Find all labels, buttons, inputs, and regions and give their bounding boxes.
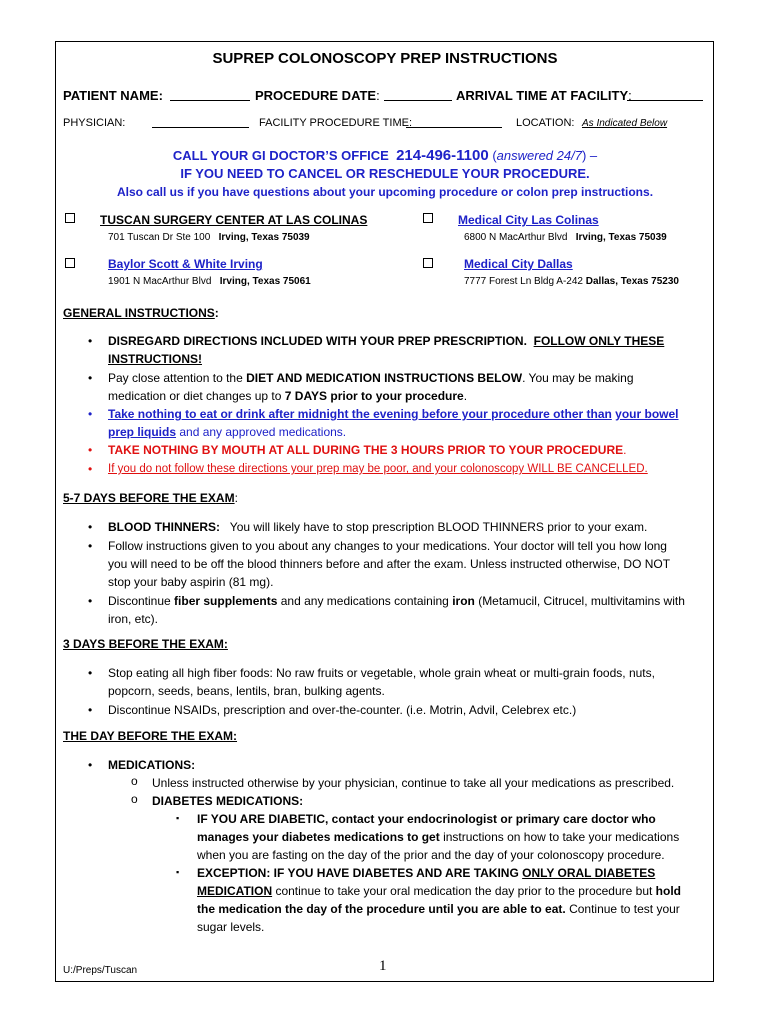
location-name-baylor: Baylor Scott & White Irving (108, 257, 263, 271)
diabetes-medications-heading: DIABETES MEDICATIONS: (152, 794, 304, 808)
day-before-heading: THE DAY BEFORE THE EXAM: (63, 729, 238, 743)
circle-bullet-icon: o (131, 774, 138, 788)
footer-path: U:/Preps/Tuscan (63, 965, 138, 976)
location-checkbox-tuscan[interactable] (65, 213, 75, 223)
bullet-icon: • (88, 407, 93, 421)
location-name-mc-las-colinas: Medical City Las Colinas (458, 213, 599, 227)
general-instructions-heading: GENERAL INSTRUCTIONS: (63, 306, 219, 320)
location-name-tuscan: TUSCAN SURGERY CENTER AT LAS COLINAS (100, 213, 368, 227)
bullet-icon: • (88, 758, 93, 772)
location-checkbox-mc-dallas[interactable] (423, 258, 433, 268)
bullet-icon: • (88, 594, 93, 608)
square-bullet-icon: ▪ (176, 813, 180, 823)
days-5-7-heading: 5-7 DAYS BEFORE THE EXAM: (63, 491, 238, 505)
bullet-icon: • (88, 443, 93, 457)
general-item-4: TAKE NOTHING BY MOUTH AT ALL DURING THE 3 HOURS PRIOR TO YOUR PROCEDURE. (108, 443, 627, 457)
location-label: LOCATION: (516, 117, 575, 129)
bullet-icon: • (88, 462, 93, 476)
patient-name-field[interactable] (170, 100, 250, 101)
days-3-item-2: Discontinue NSAIDs, prescription and over-the-counter. (i.e. Motrin, Advil, Celebrex etc.) (108, 703, 577, 717)
diabetes-item-2: EXCEPTION: IF YOU HAVE DIABETES AND ARE TAKING ONLY ORAL DIABETES MEDICATION continue to take your oral medication the day prior to the procedure but hold the medication the day of the procedure until you are able to eat. Continue to test your sugar levels. (197, 866, 681, 934)
procedure-date-field[interactable] (384, 100, 452, 101)
diabetes-item-1: IF YOU ARE DIABETIC, contact your endocrinologist or primary care doctor who manages your diabetes medications to get instructions on how to take your medications when you are fasting on the day of the prior and the day of your colonoscopy procedure. (197, 812, 680, 862)
location-address-baylor: 1901 N MacArthur Blvd Irving, Texas 75061 (108, 276, 311, 287)
location-address-tuscan: 701 Tuscan Dr Ste 100 Irving, Texas 75039 (108, 232, 310, 243)
days-3-heading: 3 DAYS BEFORE THE EXAM: (63, 637, 228, 651)
bullet-icon: • (88, 334, 93, 348)
location-value: As Indicated Below (582, 118, 668, 129)
square-bullet-icon: ▪ (176, 867, 180, 877)
bullet-icon: • (88, 666, 93, 680)
location-name-mc-dallas: Medical City Dallas (464, 257, 573, 271)
bullet-icon: • (88, 371, 93, 385)
location-checkbox-baylor[interactable] (65, 258, 75, 268)
page-title: SUPREP COLONOSCOPY PREP INSTRUCTIONS (212, 50, 558, 67)
call-line-1: CALL YOUR GI DOCTOR’S OFFICE 214-496-1100 (answered 24/7) – (172, 147, 598, 164)
physician-label: PHYSICIAN: (63, 117, 126, 129)
arrival-time-field[interactable] (627, 100, 703, 101)
medications-item-1: Unless instructed otherwise by your physician, continue to take all your medications as prescribed. (152, 776, 675, 790)
general-item-3: Take nothing to eat or drink after midnight the evening before your procedure other than your bowel prep liquids and any approved medications. (108, 407, 679, 439)
days-5-7-item-2: Follow instructions given to you about any changes to your medications. Your doctor will tell you how long you will need to be off the blood thinners before and after the exam. Unless instructed otherwise, DO NOT stop your baby aspirin (81 mg). (108, 539, 671, 589)
arrival-time-label: ARRIVAL TIME AT FACILITY: (456, 88, 632, 103)
general-item-5: If you do not follow these directions your prep may be poor, and your colonoscopy WILL BE CANCELLED. (108, 463, 648, 475)
procedure-date-label: PROCEDURE DATE: (255, 88, 380, 103)
call-line-2: IF YOU NEED TO CANCEL OR RESCHEDULE YOUR PROCEDURE. (180, 166, 590, 181)
days-3-item-1: Stop eating all high fiber foods: No raw fruits or vegetable, whole grain wheat or multi-grain foods, nuts, popcorn, seeds, beans, lentils, bran, bulking agents. (108, 666, 655, 698)
location-checkbox-mc-las-colinas[interactable] (423, 213, 433, 223)
page-number: 1 (379, 958, 387, 974)
facility-time-field[interactable] (406, 127, 502, 128)
bullet-icon: • (88, 520, 93, 534)
days-5-7-item-3: Discontinue fiber supplements and any medications containing iron (Metamucil, Citrucel, multivitamins with iron, etc). (108, 594, 685, 626)
location-address-mc-dallas: 7777 Forest Ln Bldg A-242 Dallas, Texas 75230 (464, 276, 679, 287)
medications-heading: MEDICATIONS: (108, 758, 196, 772)
bullet-icon: • (88, 703, 93, 717)
patient-name-label: PATIENT NAME: (63, 88, 163, 103)
general-item-2: Pay close attention to the DIET AND MEDICATION INSTRUCTIONS BELOW. You may be making medication or diet changes up to 7 DAYS prior to your procedure. (108, 371, 634, 403)
bullet-icon: • (88, 539, 93, 553)
physician-field[interactable] (152, 127, 249, 128)
call-line-3: Also call us if you have questions about your upcoming procedure or colon prep instructions. (116, 185, 654, 199)
days-5-7-item-1: BLOOD THINNERS: You will likely have to stop prescription BLOOD THINNERS prior to your exam. (108, 520, 648, 534)
facility-time-label: FACILITY PROCEDURE TIME: (259, 117, 413, 129)
location-address-mc-las-colinas: 6800 N MacArthur Blvd Irving, Texas 75039 (464, 232, 667, 243)
general-item-1: DISREGARD DIRECTIONS INCLUDED WITH YOUR PREP PRESCRIPTION. FOLLOW ONLY THESE INSTRUCTIONS! (108, 334, 665, 366)
phone-number: 214-496-1100 (396, 147, 489, 164)
circle-bullet-icon: o (131, 792, 138, 806)
